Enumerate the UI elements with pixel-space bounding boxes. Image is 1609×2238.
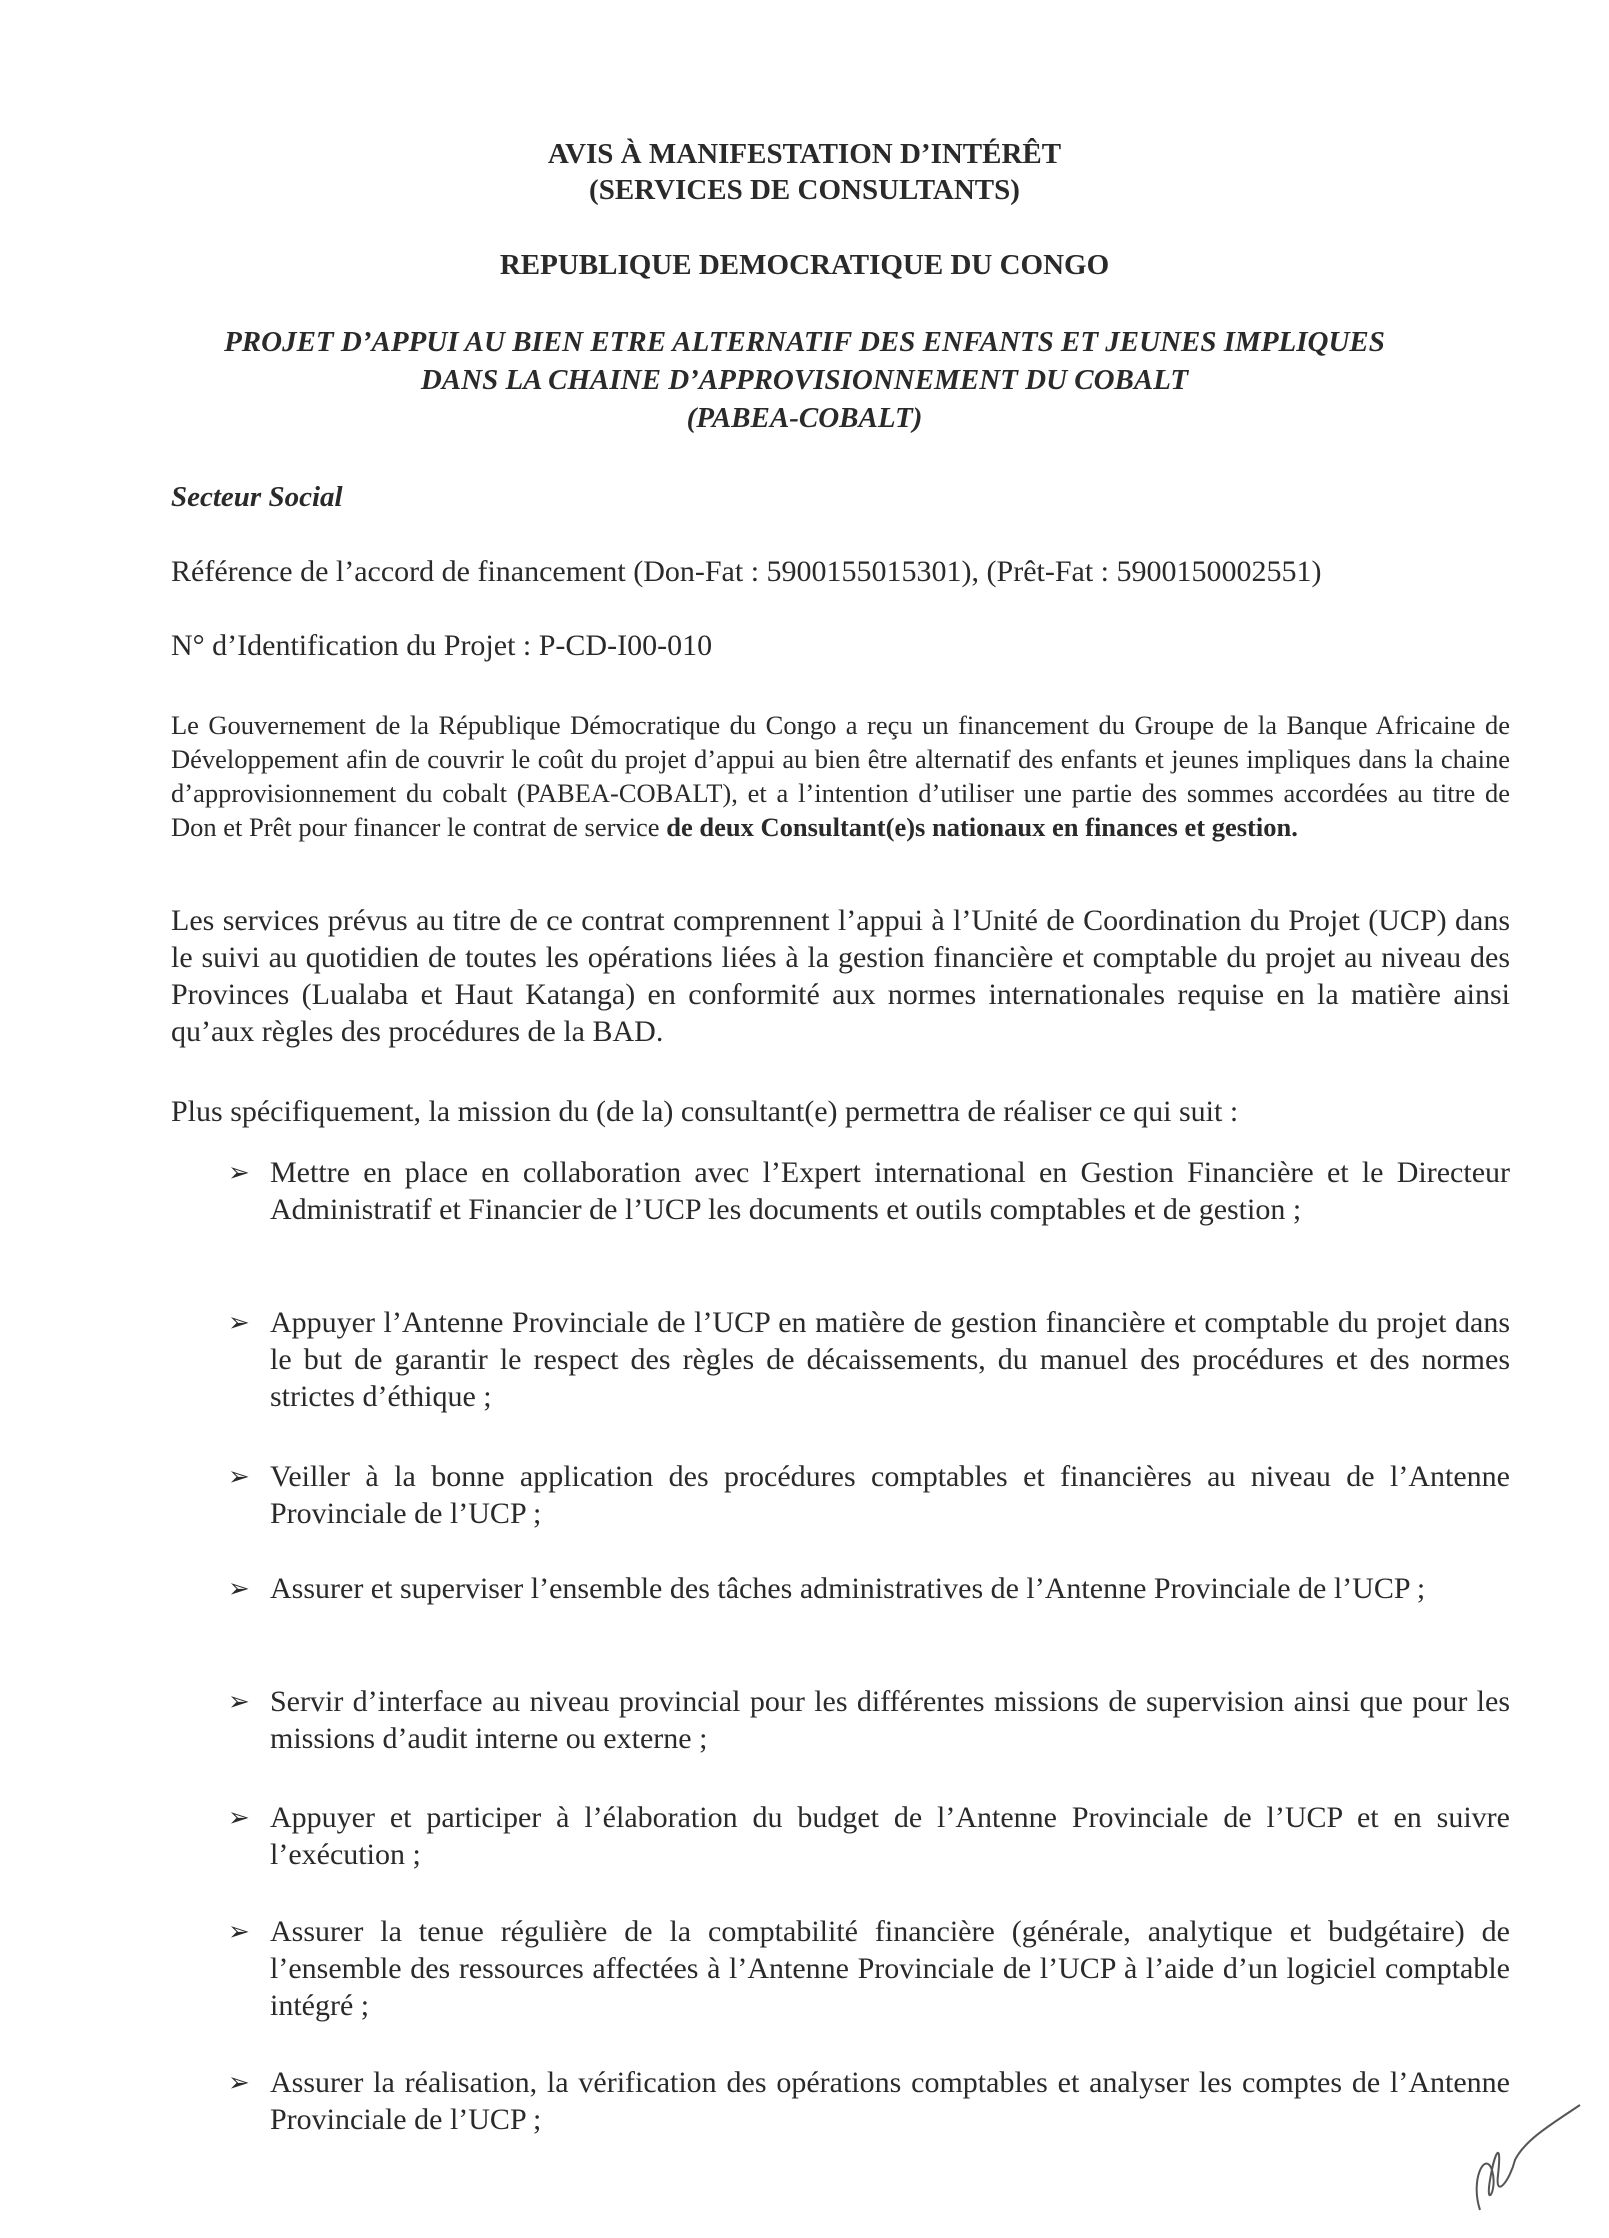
- bullet-text: Veiller à la bonne application des procédures comptables et financières au niveau de l’Antenne Provinciale de l’UCP ;: [270, 1460, 1510, 1530]
- bullet-text: Servir d’interface au niveau provincial pour les différentes missions de supervision ainsi que pour les missions d’audit interne ou externe ;: [270, 1685, 1510, 1755]
- arrow-bullet-icon: ➢: [228, 1308, 250, 1337]
- arrow-bullet-icon: ➢: [228, 1574, 250, 1603]
- paragraph-financing-text: Le Gouvernement de la République Démocratique du Congo a reçu un financement du Groupe de la Banque Africaine de Développement afin de couvrir le coût du projet d’appui au bien être alternatif des enfants et jeunes impliques dans la chaine d’approvisionnement du cobalt (PABEA-COBALT), et a l’intention d’utiliser une partie des sommes accordées au titre de Don et Prêt pour financer le contrat de service: [171, 710, 1510, 842]
- bullet-item: [228, 1570, 1510, 1607]
- bullet-item: [228, 1458, 1510, 1532]
- project-title-line-3: (PABEA-COBALT): [686, 402, 923, 434]
- arrow-bullet-icon: ➢: [228, 1687, 250, 1716]
- arrow-bullet-icon: ➢: [228, 2068, 250, 2097]
- bullet-item: [228, 1683, 1510, 1757]
- paragraph-financing: [171, 708, 1510, 844]
- signature: [1440, 2080, 1590, 2220]
- bullet-text: Assurer la tenue régulière de la comptabilité financière (générale, analytique et budgétaire) de l’ensemble des ressources affectées à l’Antenne Provinciale de l’UCP à l’aide d’un logiciel comptable intégré ;: [270, 1915, 1510, 2022]
- mission-intro: Plus spécifiquement, la mission du (de la) consultant(e) permettra de réaliser ce qui suit :: [171, 1095, 1239, 1128]
- bullet-item: [228, 1799, 1510, 1873]
- bullet-item: [228, 1304, 1510, 1415]
- arrow-bullet-icon: ➢: [228, 1462, 250, 1491]
- bullet-text: Assurer la réalisation, la vérification des opérations comptables et analyser les comptes de l’Antenne Provinciale de l’UCP ;: [270, 2066, 1510, 2136]
- bullet-item: [228, 2064, 1510, 2138]
- document-title: [0, 136, 1609, 208]
- title-line-2: (SERVICES DE CONSULTANTS): [589, 174, 1020, 206]
- bullet-text: Appuyer l’Antenne Provinciale de l’UCP en matière de gestion financière et comptable du projet dans le but de garantir le respect des règles de décaissements, du manuel des procédures et des normes strictes d’éthique ;: [270, 1306, 1510, 1413]
- paragraph-financing-bold: de deux Consultant(e)s nationaux en finances et gestion.: [666, 812, 1298, 842]
- financing-reference: Référence de l’accord de financement (Don-Fat : 5900155015301), (Prêt-Fat : 5900150002551): [171, 555, 1322, 588]
- project-title-line-2: DANS LA CHAINE D’APPROVISIONNEMENT DU COBALT: [420, 364, 1189, 396]
- sector-label: Secteur Social: [171, 481, 343, 513]
- bullet-item: [228, 1913, 1510, 2024]
- arrow-bullet-icon: ➢: [228, 1803, 250, 1832]
- project-title-line-1: PROJET D’APPUI AU BIEN ETRE ALTERNATIF DES ENFANTS ET JEUNES IMPLIQUES: [224, 326, 1385, 358]
- bullet-text: Assurer et superviser l’ensemble des tâches administratives de l’Antenne Provinciale de l’UCP ;: [270, 1572, 1426, 1605]
- project-id: N° d’Identification du Projet : P-CD-I00-010: [171, 629, 713, 662]
- project-title: [0, 323, 1609, 437]
- paragraph-services: Les services prévus au titre de ce contrat comprennent l’appui à l’Unité de Coordination du Projet (UCP) dans le suivi au quotidien de toutes les opérations liées à la gestion financière et comptable du projet au niveau des Provinces (Lualaba et Haut Katanga) en conformité aux normes internationales requise en la matière ainsi qu’aux règles des procédures de la BAD.: [171, 904, 1510, 1048]
- bullet-text: Mettre en place en collaboration avec l’Expert international en Gestion Financière et le Directeur Administratif et Financier de l’UCP les documents et outils comptables et de gestion ;: [270, 1156, 1510, 1226]
- arrow-bullet-icon: ➢: [228, 1158, 250, 1187]
- title-line-1: AVIS À MANIFESTATION D’INTÉRÊT: [547, 138, 1062, 170]
- bullet-text: Appuyer et participer à l’élaboration du budget de l’Antenne Provinciale de l’UCP et en suivre l’exécution ;: [270, 1801, 1510, 1871]
- country-heading: REPUBLIQUE DEMOCRATIQUE DU CONGO: [499, 249, 1110, 281]
- bullet-item: [228, 1154, 1510, 1228]
- arrow-bullet-icon: ➢: [228, 1917, 250, 1946]
